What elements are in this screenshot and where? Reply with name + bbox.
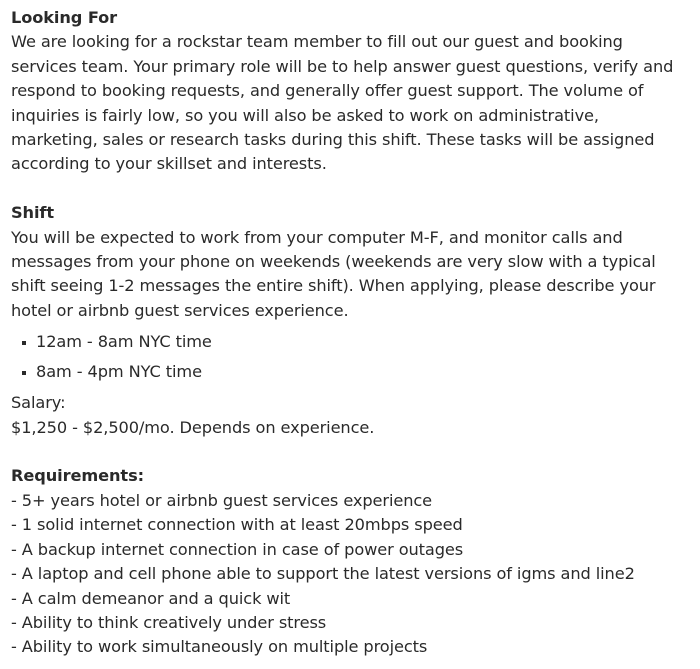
shift-time-item: 12am - 8am NYC time <box>17 327 690 357</box>
spacer <box>11 177 690 201</box>
looking-for-heading: Looking For <box>11 8 118 27</box>
requirement-item: - A laptop and cell phone able to support the latest versions of igms and line2 <box>11 564 635 584</box>
shift-time-item: 8am - 4pm NYC time <box>17 357 690 387</box>
looking-for-body: We are looking for a rockstar team member to fill out our guest and booking services team. Your primary role will be to help answer guest questions, verify and respond to booking requests, and generally offer guest support. The volume of inquiries is fairly low, so you will also be asked to work on administrative, marketing, sales or research tasks during this shift. These tasks will be assigned according to your skillset and interests. <box>11 32 674 174</box>
requirement-item: - Ability to think creatively under stress <box>11 612 327 632</box>
requirements-section <box>11 464 690 659</box>
requirement-item: - 1 solid internet connection with at least 20mbps speed <box>11 515 463 535</box>
shift-times-list <box>11 327 690 387</box>
shift-heading: Shift <box>11 203 55 223</box>
requirements-heading: Requirements: <box>11 466 144 486</box>
requirement-item: - 5+ years hotel or airbnb guest services experience <box>11 490 433 510</box>
requirement-item: - A backup internet connection in case of power outages <box>11 539 464 559</box>
spacer <box>11 440 690 464</box>
looking-for-section <box>11 6 690 177</box>
shift-section <box>11 201 690 440</box>
salary-value: $1,250 - $2,500/mo. Depends on experience. <box>11 417 375 437</box>
salary-label: Salary: <box>11 393 66 413</box>
requirement-item: - A calm demeanor and a quick wit <box>11 588 291 608</box>
requirements-list <box>11 489 690 660</box>
shift-body: You will be expected to work from your computer M-F, and monitor calls and messages from your phone on weekends (weekends are very slow with a typical shift seeing 1-2 messages the entire shift). When applying, please describe your hotel or airbnb guest services experience. <box>11 227 656 320</box>
requirement-item: - Ability to work simultaneously on multiple projects <box>11 637 428 657</box>
